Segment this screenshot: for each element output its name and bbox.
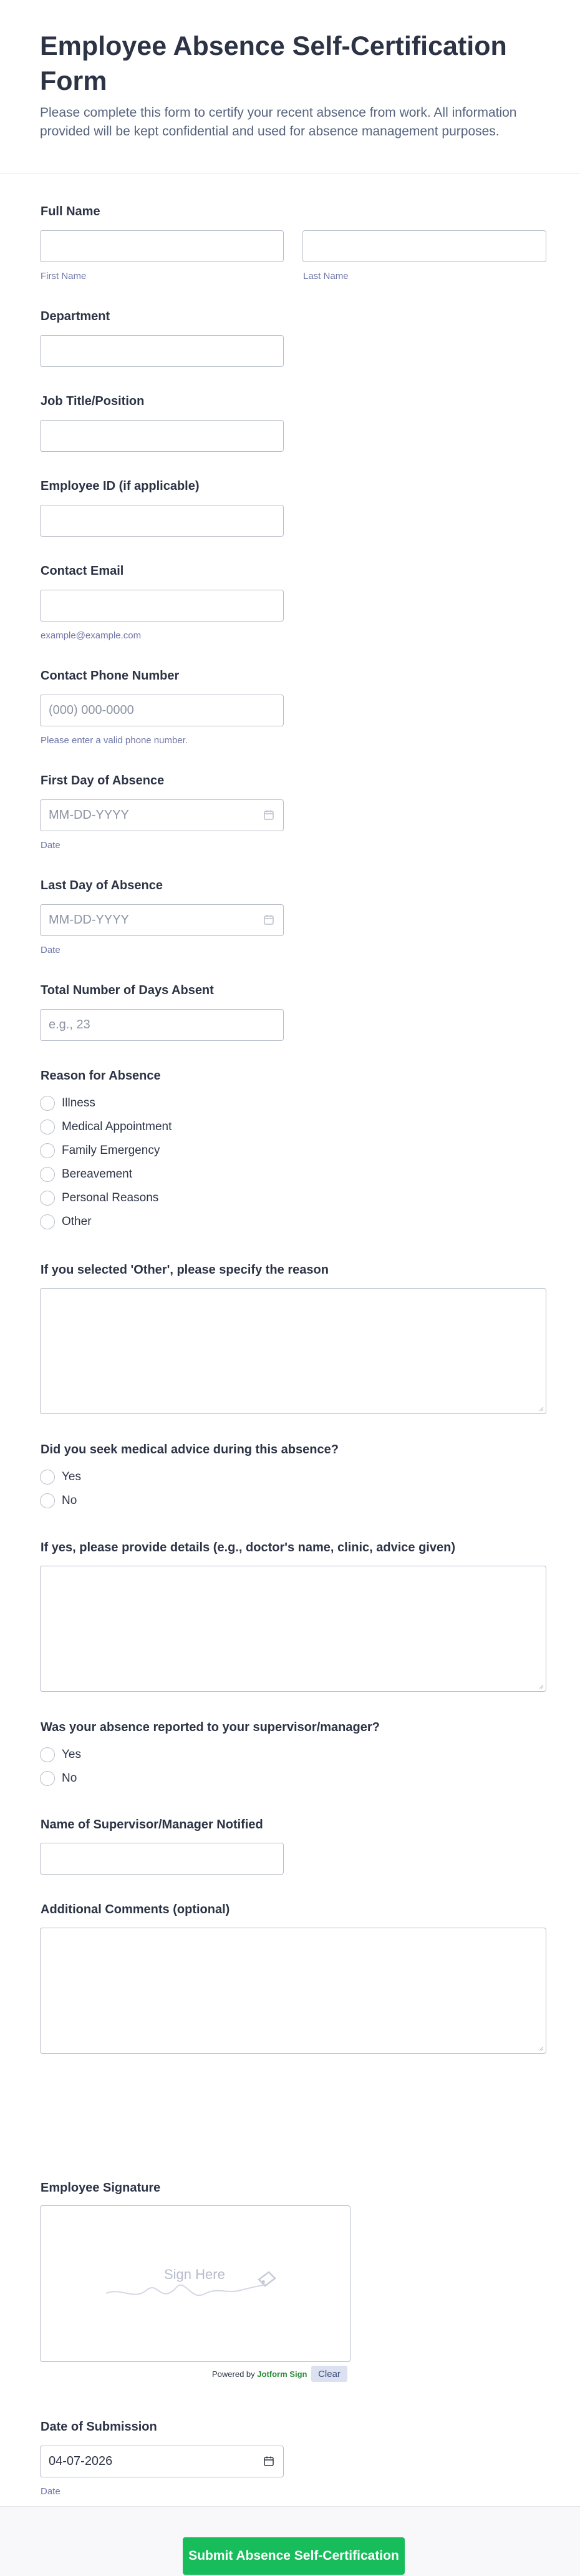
employee-id-label: Employee ID (if applicable)	[41, 479, 200, 493]
submit-button[interactable]: Submit Absence Self-Certification	[183, 2537, 405, 2575]
signature-label: Employee Signature	[41, 2181, 161, 2195]
jotform-sign-brand: Jotform Sign	[257, 2369, 307, 2379]
reason-label: Reason for Absence	[41, 1069, 161, 1083]
reported-option-yes[interactable]: Yes	[40, 1747, 81, 1763]
submission-date-label: Date of Submission	[41, 2420, 157, 2434]
radio-button[interactable]	[40, 1214, 55, 1229]
powered-by: Powered by Jotform Sign	[212, 2369, 307, 2379]
radio-button[interactable]	[40, 1747, 55, 1762]
calendar-icon[interactable]	[263, 809, 274, 821]
medical-details-textarea[interactable]	[40, 1566, 546, 1692]
last-day-placeholder: MM-DD-YYYY	[49, 913, 129, 927]
radio-button[interactable]	[40, 1493, 55, 1508]
first-day-label: First Day of Absence	[41, 774, 165, 788]
resize-grip-icon[interactable]	[538, 1683, 544, 1689]
submission-date-input[interactable]	[40, 2446, 284, 2477]
submission-date-value: 04-07-2026	[49, 2454, 113, 2468]
resize-grip-icon[interactable]	[538, 1405, 544, 1412]
email-sublabel: example@example.com	[41, 630, 142, 641]
reported-option-no[interactable]: No	[40, 1770, 77, 1787]
days-absent-input[interactable]	[40, 1009, 284, 1041]
form-title: Employee Absence Self-Certification Form	[40, 31, 507, 96]
radio-button[interactable]	[40, 1096, 55, 1111]
first-day-input[interactable]	[40, 799, 284, 831]
radio-button[interactable]	[40, 1120, 55, 1134]
calendar-icon[interactable]	[263, 2456, 274, 2467]
supervisor-label: Name of Supervisor/Manager Notified	[41, 1818, 263, 1832]
first-day-sublabel: Date	[41, 840, 60, 851]
last-day-label: Last Day of Absence	[41, 879, 163, 892]
medical-advice-label: Did you seek medical advice during this absence?	[41, 1443, 339, 1456]
reported-label: Was your absence reported to your supervisor/manager?	[41, 1720, 380, 1734]
phone-label: Contact Phone Number	[41, 669, 180, 683]
phone-input[interactable]	[40, 695, 284, 726]
reason-option-family-emergency[interactable]: Family Emergency	[40, 1143, 160, 1159]
medical-advice-option-yes[interactable]: Yes	[40, 1469, 81, 1485]
phone-placeholder: (000) 000-0000	[49, 703, 134, 717]
resize-grip-icon[interactable]	[538, 2045, 544, 2051]
form-subtitle: Please complete this form to certify your recent absence from work. All information provided will be kept confidential and used for absence management purposes.	[40, 105, 517, 139]
first-name-input[interactable]	[40, 230, 284, 262]
other-reason-textarea[interactable]	[40, 1288, 546, 1414]
radio-button[interactable]	[40, 1191, 55, 1206]
days-absent-placeholder: e.g., 23	[49, 1018, 90, 1032]
supervisor-input[interactable]	[40, 1843, 284, 1875]
email-label: Contact Email	[41, 564, 124, 578]
reason-option-bereavement[interactable]: Bereavement	[40, 1166, 132, 1183]
employee-id-input[interactable]	[40, 505, 284, 537]
comments-textarea[interactable]	[40, 1928, 546, 2054]
clear-signature-button[interactable]: Clear	[311, 2366, 347, 2382]
first-day-placeholder: MM-DD-YYYY	[49, 808, 129, 822]
signature-placeholder: Sign Here	[164, 2266, 225, 2282]
first-name-sublabel: First Name	[41, 271, 87, 281]
comments-label: Additional Comments (optional)	[41, 1903, 230, 1916]
last-name-input[interactable]	[302, 230, 546, 262]
full-name-label: Full Name	[41, 205, 100, 218]
last-day-sublabel: Date	[41, 945, 60, 955]
phone-sublabel: Please enter a valid phone number.	[41, 735, 188, 746]
medical-details-label: If yes, please provide details (e.g., doctor's name, clinic, advice given)	[41, 1541, 455, 1554]
reason-option-personal-reasons[interactable]: Personal Reasons	[40, 1190, 158, 1206]
job-title-label: Job Title/Position	[41, 394, 145, 408]
department-label: Department	[41, 310, 110, 323]
last-name-sublabel: Last Name	[303, 271, 349, 281]
other-reason-label: If you selected 'Other', please specify the reason	[41, 1263, 329, 1277]
days-absent-label: Total Number of Days Absent	[41, 983, 214, 997]
reason-option-illness[interactable]: Illness	[40, 1095, 95, 1111]
radio-button[interactable]	[40, 1470, 55, 1485]
email-input[interactable]	[40, 590, 284, 622]
radio-button[interactable]	[40, 1143, 55, 1158]
radio-button[interactable]	[40, 1771, 55, 1786]
calendar-icon[interactable]	[263, 914, 274, 925]
submission-date-sublabel: Date	[41, 2486, 60, 2497]
reason-option-other[interactable]: Other	[40, 1214, 92, 1230]
medical-advice-option-no[interactable]: No	[40, 1493, 77, 1509]
form-header	[0, 0, 580, 173]
reason-option-medical-appointment[interactable]: Medical Appointment	[40, 1119, 172, 1135]
last-day-input[interactable]	[40, 904, 284, 936]
signature-pad[interactable]	[40, 2205, 350, 2362]
radio-button[interactable]	[40, 1167, 55, 1182]
department-input[interactable]	[40, 335, 284, 367]
job-title-input[interactable]	[40, 420, 284, 452]
